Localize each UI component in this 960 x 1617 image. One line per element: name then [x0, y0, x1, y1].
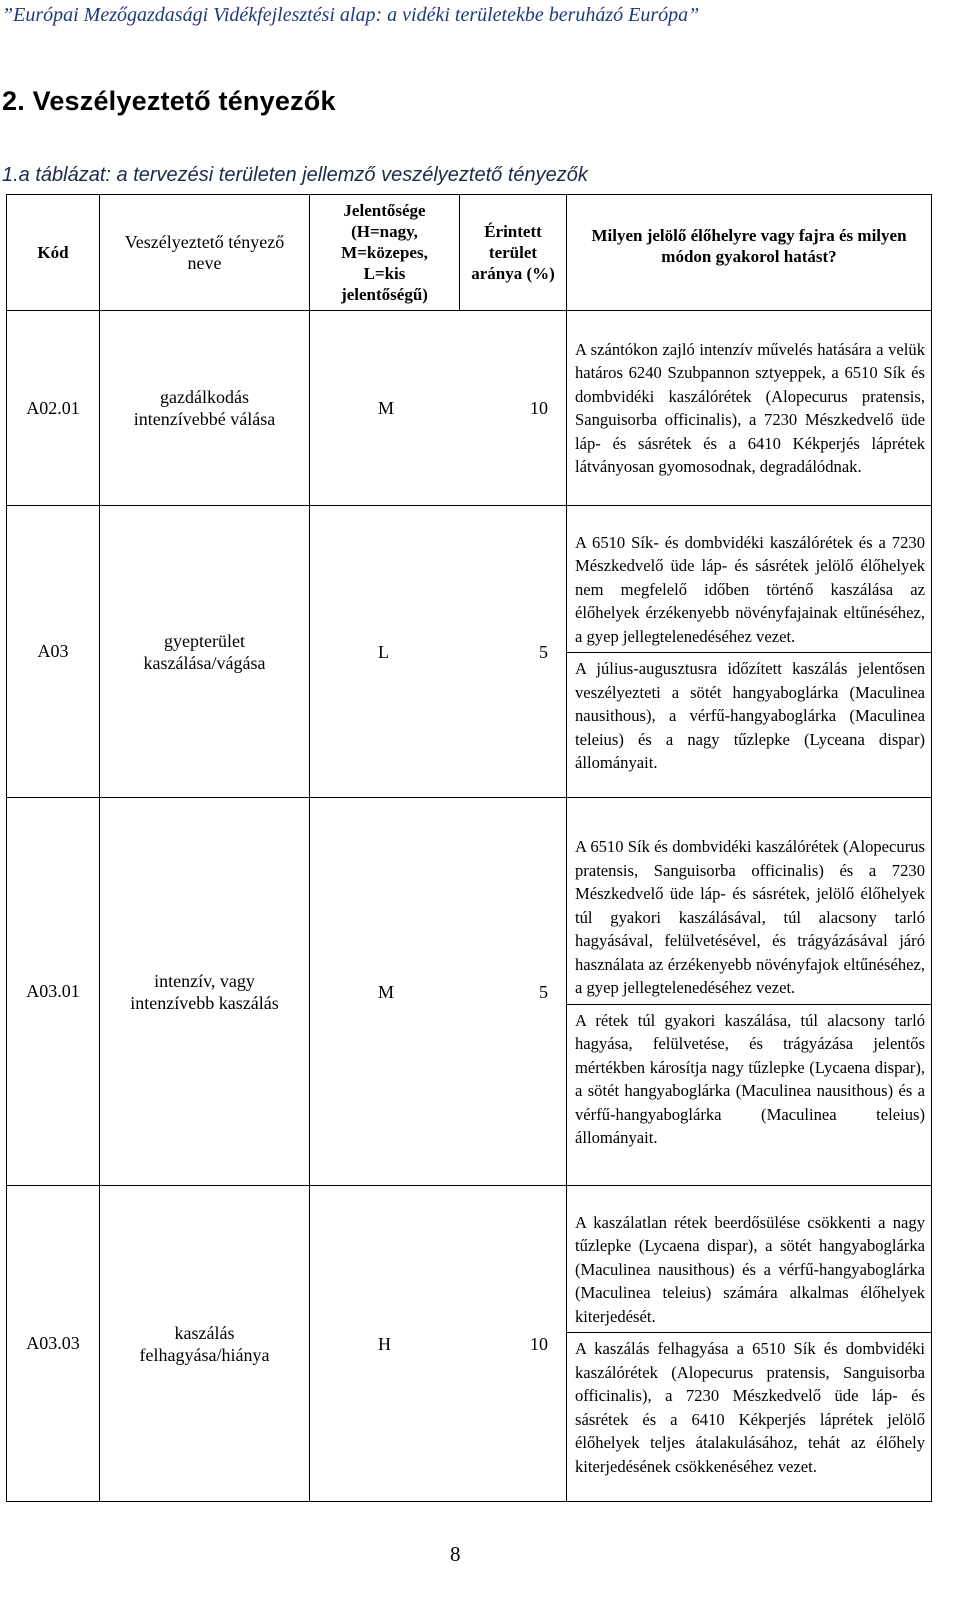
row-area: 10 [530, 1333, 548, 1354]
table-row [7, 506, 932, 798]
row-values [310, 798, 567, 1186]
row-area: 10 [530, 398, 548, 418]
row-name: gyepterület kaszálása/vágása [100, 506, 310, 798]
impact-paragraph: A 6510 Sík- és dombvidéki kaszálórétek és a 7230 Mészkedvelő üde láp- és sásrétek jelölő élőhelyek nem megfelelő időben történő kaszálása az élőhelyek érzékenyebb növényfajainak eltűnéséhez, a gyep jellegtelenedéséhez vezet. [567, 527, 931, 654]
impact-paragraph: A július-augusztusra időzített kaszálás jelentősen veszélyezteti a sötét hangyaboglárka (Maculinea nausithous), a vérfű-hangyaboglárka (Maculinea teleius) és a nagy tűzlepke (Lyceana dispar) állományait. [575, 659, 925, 772]
header-impact: Milyen jelölő élőhelyre vagy fajra és milyen módon gyakorol hatást? [567, 195, 932, 311]
row-impact [567, 798, 932, 1186]
impact-paragraph: A 6510 Sík és dombvidéki kaszálórétek (Alopecurus pratensis, Sanguisorba officinalis) és a 7230 Mészkedvelő üde láp- és sásrétek, jelölő élőhelyek túl gyakori kaszálásával, túl alacsony tarló hagyásával, felülvetésével, és trágyázásával járó használata az érzékenyebb növényfajok eltűnéséhez, a gyep jellegtelenedéséhez vezet. [567, 831, 931, 1005]
row-impact [567, 1186, 932, 1502]
row-significance: M [378, 981, 395, 1002]
row-name: intenzív, vagy intenzívebb kaszálás [100, 798, 310, 1186]
table-row [7, 1186, 932, 1502]
table-row [7, 311, 932, 506]
row-code: A02.01 [7, 311, 100, 506]
header-code: Kód [7, 195, 100, 311]
row-code: A03 [7, 506, 100, 798]
table-header-row [7, 195, 932, 311]
header-area: Érintett terület aránya (%) [460, 195, 567, 311]
row-impact [567, 506, 932, 798]
row-code: A03.03 [7, 1186, 100, 1502]
header-name: Veszélyeztető tényező neve [100, 195, 310, 311]
impact-paragraph: A rétek túl gyakori kaszálása, túl alacsony tarló hagyása, felülvetése, és trágyázása jelentős mértékben károsítja nagy tűzlepke (Lycaena dispar), a sötét hangyaboglárka (Maculinea nausithous) és a vérfű-hangyaboglárka (Maculinea teleius) állományait. [575, 1010, 925, 1148]
impact-paragraph: A kaszálatlan rétek beerdősülése csökkenti a nagy tűzlepke (Lycaena dispar), a sötét hangyaboglárka (Maculinea nausithous) és a vérfű-hangyaboglárka (Maculinea teleius) számára alkalmas élőhelyek kiterjedését. [567, 1207, 931, 1334]
row-name: gazdálkodás intenzívebbé válása [100, 311, 310, 506]
header-significance: Jelentősége (H=nagy, M=közepes, L=kis jelentőségű) [310, 195, 460, 311]
hazards-table [6, 194, 932, 1502]
impact-paragraph: A szántókon zajló intenzív művelés hatására a velük határos 6240 Szubpannon sztyeppek, a 6510 Sík és dombvidéki kaszálórétek (Alopecurus pratensis, Sanguisorba officinalis), a 7230 Mészkedvelő üde láp- és sásrétek és a 6410 Kékperjés láprétek látványosan gyomosodnak, degradálódnak. [575, 339, 925, 476]
row-significance: M [378, 398, 395, 418]
page-number: 8 [450, 1542, 461, 1566]
row-values [310, 506, 567, 798]
row-impact [567, 311, 932, 506]
impact-paragraph: A kaszálás felhagyása a 6510 Sík és dombvidéki kaszálórétek (Alopecurus pratensis, Sanguisorba officinalis), a 7230 Mészkedvelő üde láp- és sásrétek és a 6410 Kékperjés láprétek jelölő élőhelyek teljes átalakulásához, tehát az élőhely kiterjedésének csökkenéséhez vezet. [575, 1339, 925, 1476]
row-area: 5 [539, 981, 548, 1002]
section-title: 2. Veszélyeztető tényezők [2, 86, 336, 116]
running-header: ”Európai Mezőgazdasági Vidékfejlesztési alap: a vidéki területekbe beruházó Európa” [2, 4, 700, 26]
table-caption: 1.a táblázat: a tervezési területen jellemző veszélyeztető tényezők [2, 164, 588, 186]
row-values [310, 311, 567, 506]
row-code: A03.01 [7, 798, 100, 1186]
row-values [310, 1186, 567, 1502]
row-significance: H [378, 1333, 391, 1354]
table-row [7, 798, 932, 1186]
row-significance: L [378, 641, 389, 662]
row-name: kaszálás felhagyása/hiánya [100, 1186, 310, 1502]
row-area: 5 [539, 641, 548, 662]
